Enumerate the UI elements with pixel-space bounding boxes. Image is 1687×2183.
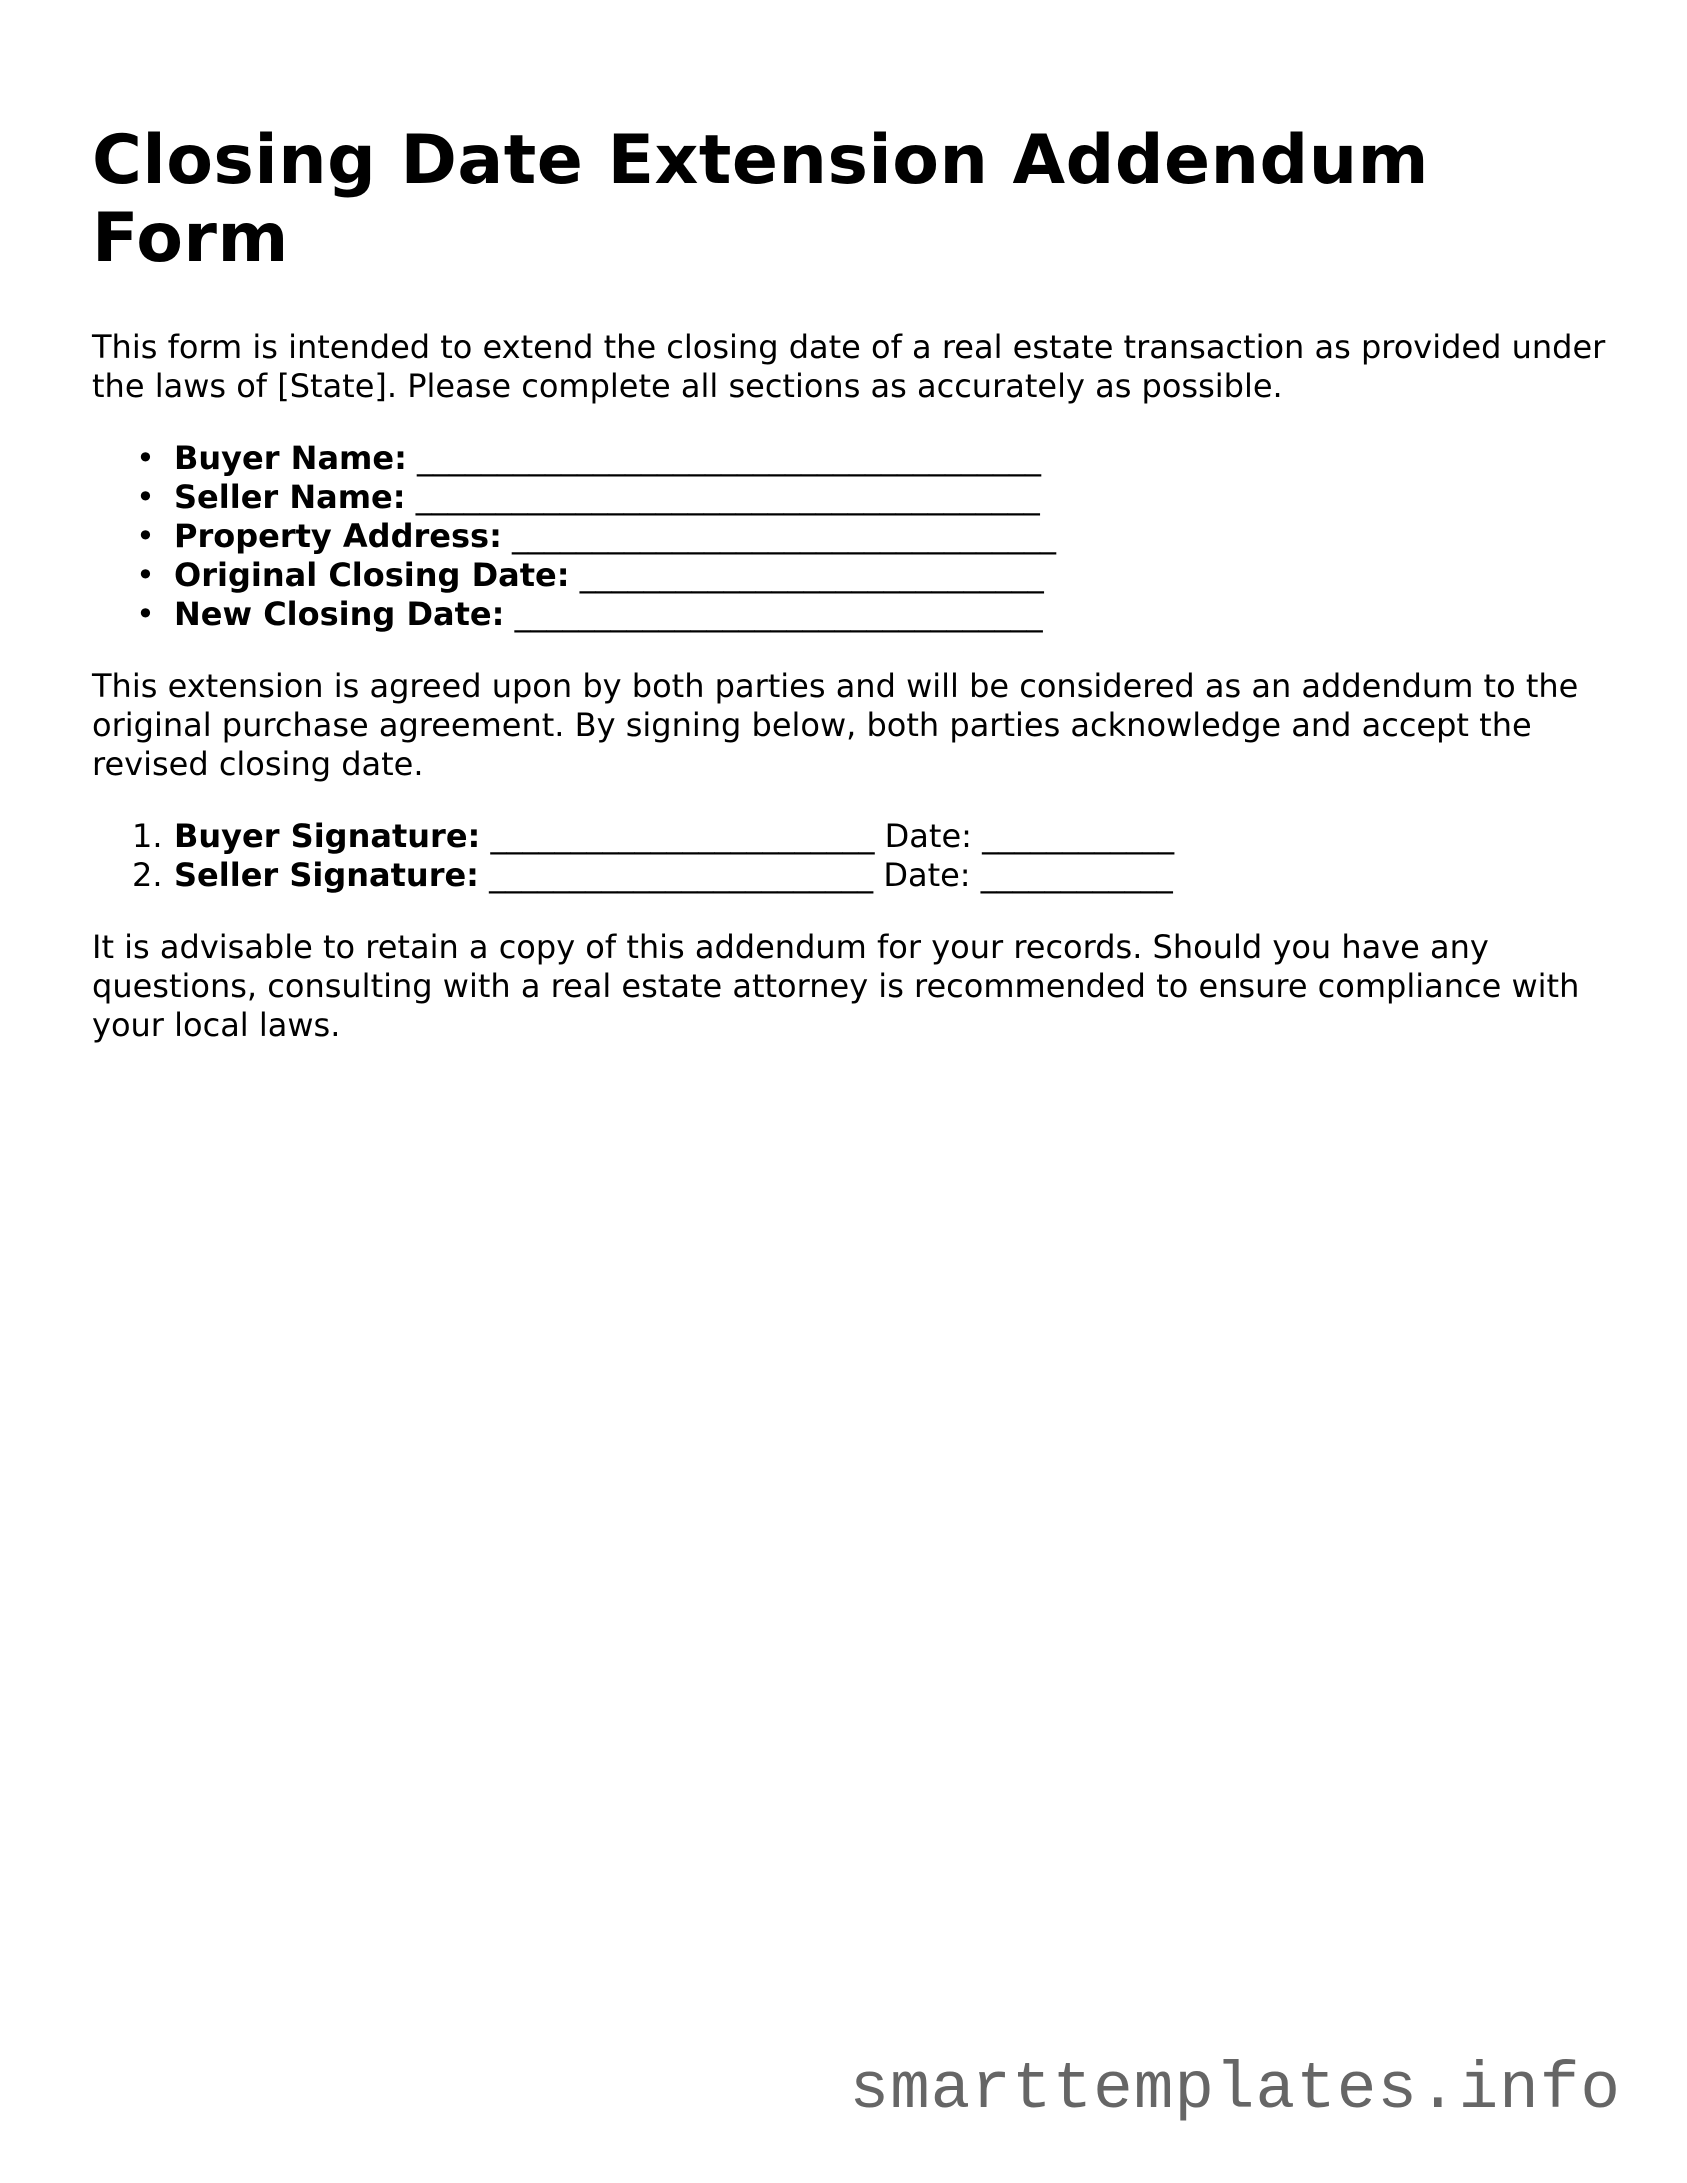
signature-label: Seller Signature:	[174, 856, 479, 894]
field-label: Buyer Name:	[174, 439, 407, 477]
list-number: 2.	[132, 856, 163, 894]
field-list	[92, 439, 1612, 634]
signature-list	[92, 817, 1612, 895]
field-blank-line[interactable]: _________________________________	[504, 595, 1043, 633]
signature-blank-line[interactable]: ________________________ Date: ____________	[480, 817, 1175, 855]
signature-blank-line[interactable]: ________________________ Date: ____________	[478, 856, 1173, 894]
signature-buyer	[132, 817, 1612, 856]
field-label: Original Closing Date:	[174, 556, 570, 594]
field-property-address	[136, 517, 1612, 556]
bullet-icon: •	[136, 517, 155, 555]
field-blank-line[interactable]: _____________________________	[569, 556, 1044, 594]
watermark-text: smarttemplates.info	[849, 2052, 1621, 2127]
bullet-icon: •	[136, 595, 155, 633]
field-label: Seller Name:	[174, 478, 406, 516]
bullet-icon: •	[136, 439, 155, 477]
field-original-closing-date	[136, 556, 1612, 595]
field-buyer-name	[136, 439, 1612, 478]
document-page	[92, 0, 1612, 1045]
field-blank-line[interactable]: _______________________________________	[405, 478, 1040, 516]
page-title: Closing Date Extension Addendum Form	[92, 121, 1429, 278]
field-blank-line[interactable]: _______________________________________	[406, 439, 1042, 477]
bullet-icon: •	[136, 478, 155, 516]
list-number: 1.	[132, 817, 163, 855]
field-seller-name	[136, 478, 1612, 517]
field-new-closing-date	[136, 595, 1612, 634]
field-blank-line[interactable]: __________________________________	[501, 517, 1057, 555]
field-label: New Closing Date:	[174, 595, 505, 633]
intro-paragraph: This form is intended to extend the closing date of a real estate transaction as provided under the laws of [State]. Please complete all sections as accurately as possible.	[92, 328, 1606, 405]
field-label: Property Address:	[174, 517, 502, 555]
signature-seller	[132, 856, 1612, 895]
agreement-paragraph: This extension is agreed upon by both parties and will be considered as an addendum to the original purchase agreement. By signing below, both parties acknowledge and accept the revised closing date.	[92, 667, 1579, 783]
closing-paragraph: It is advisable to retain a copy of this addendum for your records. Should you have any questions, consulting with a real estate attorney is recommended to ensure compliance with your local laws.	[92, 928, 1580, 1044]
signature-label: Buyer Signature:	[174, 817, 481, 855]
bullet-icon: •	[136, 556, 155, 594]
